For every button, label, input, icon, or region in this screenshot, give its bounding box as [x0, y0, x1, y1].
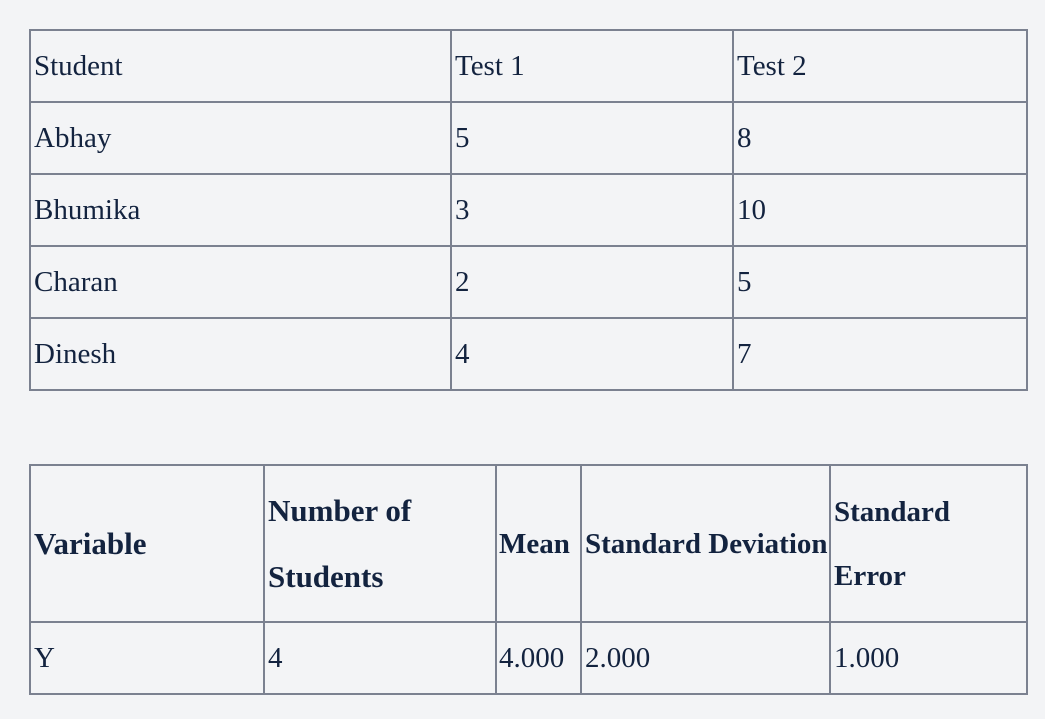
- table-row: [30, 174, 1027, 246]
- table-header-row: [30, 30, 1027, 102]
- test-1-score-cell: 5: [451, 102, 733, 174]
- mean-cell: 4.000: [496, 622, 581, 694]
- table-row: [30, 622, 1027, 694]
- student-name-cell: Abhay: [30, 102, 451, 174]
- header-cell-standard-error: Standard Error: [830, 465, 1027, 622]
- summary-statistics-table: [29, 464, 1028, 695]
- test-2-score-cell: 8: [733, 102, 1027, 174]
- test-1-score-cell: 2: [451, 246, 733, 318]
- header-cell-mean: Mean: [496, 465, 581, 622]
- header-cell-number-of-students: Number of Students: [264, 465, 496, 622]
- student-name-cell: Dinesh: [30, 318, 451, 390]
- test-1-score-cell: 4: [451, 318, 733, 390]
- variable-cell: Y: [30, 622, 264, 694]
- table-row: [30, 318, 1027, 390]
- header-cell-test-1: Test 1: [451, 30, 733, 102]
- header-cell-variable: Variable: [30, 465, 264, 622]
- standard-error-cell: 1.000: [830, 622, 1027, 694]
- test-2-score-cell: 7: [733, 318, 1027, 390]
- number-of-students-cell: 4: [264, 622, 496, 694]
- student-name-cell: Bhumika: [30, 174, 451, 246]
- table-row: [30, 102, 1027, 174]
- header-cell-student: Student: [30, 30, 451, 102]
- test-2-score-cell: 5: [733, 246, 1027, 318]
- header-cell-test-2: Test 2: [733, 30, 1027, 102]
- test-2-score-cell: 10: [733, 174, 1027, 246]
- table-row: [30, 246, 1027, 318]
- test-1-score-cell: 3: [451, 174, 733, 246]
- scores-table: [29, 29, 1028, 391]
- standard-deviation-cell: 2.000: [581, 622, 830, 694]
- table-header-row: [30, 465, 1027, 622]
- student-name-cell: Charan: [30, 246, 451, 318]
- header-cell-standard-deviation: Standard Deviation: [581, 465, 830, 622]
